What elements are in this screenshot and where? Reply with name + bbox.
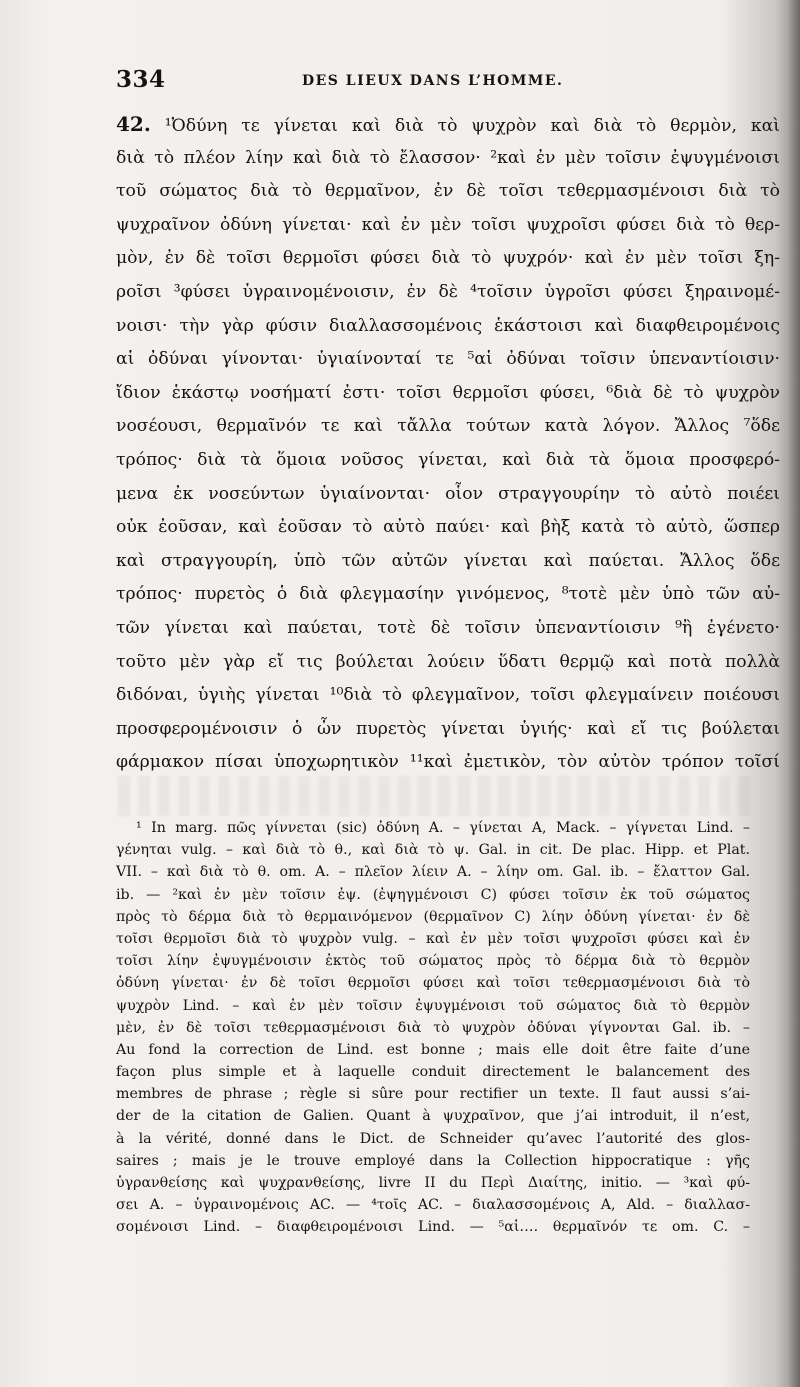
main-text-line: τρόπος· διὰ τὰ ὅμοια νοῦσος γίνεται, καὶ διὰ τὰ ὅμοια προσφερό- xyxy=(116,449,780,470)
main-text-line: φάρμακον πίσαι ὑποχωρητικὸν ¹¹καὶ ἐμετικὸν, τὸν αὐτὸν τρόπον τοῖσί xyxy=(116,752,780,773)
main-text-line: αἱ ὀδύναι γίνονται· ὑγιαίνονταί τε ⁵αἱ ὀδύναι τοῖσιν ὑπεναντίοισιν· xyxy=(116,349,780,370)
footnote-line: τοῖσι λίην ἐψυγμένοισιν ἐκτὸς τοῦ σώματος πρὸς τὸ δέρμα διὰ τὸ θερμὸν xyxy=(116,953,750,970)
main-text-line: ροῖσι ³φύσει ὑγραινομένοισιν, ἐν δὲ ⁴τοῖσιν ὑγροῖσι φύσει ξηραινομέ- xyxy=(116,281,780,302)
footnote-line: σομένοισι Lind. – διαφθειρομένοισι Lind. — ⁵αἱ…. θερμαῖνόν τε om. C. – xyxy=(116,1219,750,1236)
main-text-block xyxy=(116,108,780,780)
footnote-line: Au fond la correction de Lind. est bonne ; mais elle doit être faite d’une xyxy=(116,1041,750,1058)
running-title: DES LIEUX DANS L’HOMME. xyxy=(302,73,564,89)
footnote-line: ὑγρανθείσης καὶ ψυχρανθείσης, livre II du Περὶ Διαίτης, initio. — ³καὶ φύ- xyxy=(116,1175,750,1191)
main-text-line: μὸν, ἐν δὲ τοῖσι θερμοῖσι φύσει διὰ τὸ ψυχρόν· καὶ ἐν μὲν τοῖσι ξη- xyxy=(116,248,780,269)
footnote-line: à la vérité, donné dans le Dict. de Schneider qu’avec l’autorité des glos- xyxy=(116,1130,750,1147)
main-text-line: διὰ τὸ πλέον λίην καὶ διὰ τὸ ἔλασσον· ²καὶ ἐν μὲν τοῖσιν ἐψυγμένοισι xyxy=(116,147,780,168)
footnote-line: μὲν, ἐν δὲ τοῖσι τεθερμασμένοισι διὰ τὸ ψυχρὸν ὀδύναι γίγνονται Gal. ib. – xyxy=(116,1019,750,1036)
main-text-line: προσφερομένοισιν ὁ ὧν πυρετὸς γίνεται ὑγιής· καὶ εἴ τις βούλεται xyxy=(116,718,780,739)
main-text-line: τῶν γίνεται καὶ παύεται, τοτὲ δὲ τοῖσιν ὑπεναντίοισιν ⁹ἢ ἐγένετο· xyxy=(116,617,780,638)
footnote-line: ¹ In marg. πῶς γίννεται (sic) ὀδύνη A. – γίνεται A, Mack. – γίγνεται Lind. – xyxy=(136,820,750,836)
main-text-line: ψυχραῖνον ὀδύνη γίνεται· καὶ ἐν μὲν τοῖσι ψυχροῖσι φύσει διὰ τὸ θερ- xyxy=(116,214,780,235)
page-number: 334 xyxy=(116,66,166,93)
main-text-line: τρόπος· πυρετὸς ὁ διὰ φλεγμασίην γινόμενος, ⁸τοτὲ μὲν ὑπὸ τῶν αὐ- xyxy=(116,584,780,605)
main-text-line: ἴδιον ἑκάστῳ νοσήματί ἐστι· τοῖσι θερμοῖσι φύσει, ⁶διὰ δὲ τὸ ψυχρὸν xyxy=(116,382,780,403)
footnote-line: saires ; mais je le trouve employé dans la Collection hippocratique : γῆς xyxy=(116,1152,750,1169)
footnote-line: ib. — ²καὶ ἐν μὲν τοῖσιν ἐψ. (ἐψηγμένοισι C) φύσει τοῖσιν ἐκ τοῦ σώματος xyxy=(116,886,750,903)
footnote-line: façon plus simple et à laquelle conduit directement le balancement des xyxy=(116,1064,750,1081)
page-header xyxy=(116,66,746,96)
main-text-line: νοισι· τὴν γὰρ φύσιν διαλλασσομένοις ἑκάστοισι καὶ διαφθειρομένοις xyxy=(116,315,780,336)
footnote-line: τοῖσι θερμοῖσι διὰ τὸ ψυχρὸν vulg. – καὶ ἐν μὲν τοῖσι ψυχροῖσι φύσει καὶ ἐν xyxy=(116,930,750,947)
footnote-line: πρὸς τὸ δέρμα διὰ τὸ θερμαινόμενον (θερμαῖνον C) λίην ὀδύνη γίνεται· ἐν δὲ xyxy=(116,908,750,925)
footnote-line: γένηται vulg. – καὶ διὰ τὸ θ., καὶ διὰ τὸ ψ. Gal. in cit. De plac. Hipp. et Plat. xyxy=(116,842,750,859)
main-text-line: τοῦτο μὲν γὰρ εἴ τις βούλεται λούειν ὕδατι θερμῷ καὶ ποτὰ πολλὰ xyxy=(116,651,780,672)
main-text-first-line: ¹Ὀδύνη τε γίνεται καὶ διὰ τὸ ψυχρὸν καὶ διὰ τὸ θερμὸν, καὶ xyxy=(164,116,780,136)
page-edge-shadow xyxy=(788,0,800,1387)
footnote-line: membres de phrase ; règle si sûre pour rectifier un texte. Il faut aussi s’ai- xyxy=(116,1086,750,1103)
main-text-line: τοῦ σώματος διὰ τὸ θερμαῖνον, ἐν δὲ τοῖσι τεθερμασμένοισι διὰ τὸ xyxy=(116,181,780,202)
main-text-line: καὶ στραγγουρίη, ὑπὸ τῶν αὐτῶν γίνεται καὶ παύεται. Ἄλλος ὅδε xyxy=(116,550,780,571)
bleed-through-text xyxy=(118,776,758,816)
section-number: 42. xyxy=(116,112,151,136)
footnotes-block xyxy=(116,817,750,1239)
footnote-line: σει A. – ὑγραινομένοις AC. — ⁴τοῖς AC. – διαλασσομένοις A, Ald. – διαλλασ- xyxy=(116,1197,750,1214)
footnote-line: der de la citation de Galien. Quant à ψυχραῖνον, que j’ai introduit, il n’est, xyxy=(116,1108,750,1125)
main-text-line-1 xyxy=(116,108,780,142)
main-text-line: μενα ἐκ νοσεύντων ὑγιαίνονται· οἷον στραγγουρίην τὸ αὐτὸ ποιέει xyxy=(116,483,780,504)
footnote-line: ὀδύνη γίνεται· ἐν δὲ τοῖσι θερμοῖσι φύσει καὶ τοῖσι τεθερμασμένοισι διὰ τὸ xyxy=(116,975,750,992)
footnote-line: VII. – καὶ διὰ τὸ θ. om. A. – πλεῖον λίειν A. – λίην om. Gal. ib. – ἔλαττον Gal. xyxy=(116,864,750,881)
main-text-line: διδόναι, ὑγιὴς γίνεται ¹⁰διὰ τὸ φλεγμαῖνον, τοῖσι φλεγμαίνειν ποιέουσι xyxy=(116,685,780,706)
footnote-line: ψυχρὸν Lind. – καὶ ἐν μὲν τοῖσιν ἐψυγμένοισι τοῦ σώματος διὰ τὸ θερμὸν xyxy=(116,997,750,1014)
main-text-line: νοσέουσι, θερμαῖνόν τε καὶ τἄλλα τούτων κατὰ λόγον. Ἄλλος ⁷ὅδε xyxy=(116,416,780,437)
main-text-line: οὐκ ἐοῦσαν, καὶ ἐοῦσαν τὸ αὐτὸ παύει· καὶ βὴξ κατὰ τὸ αὐτὸ, ὥσπερ xyxy=(116,517,780,538)
